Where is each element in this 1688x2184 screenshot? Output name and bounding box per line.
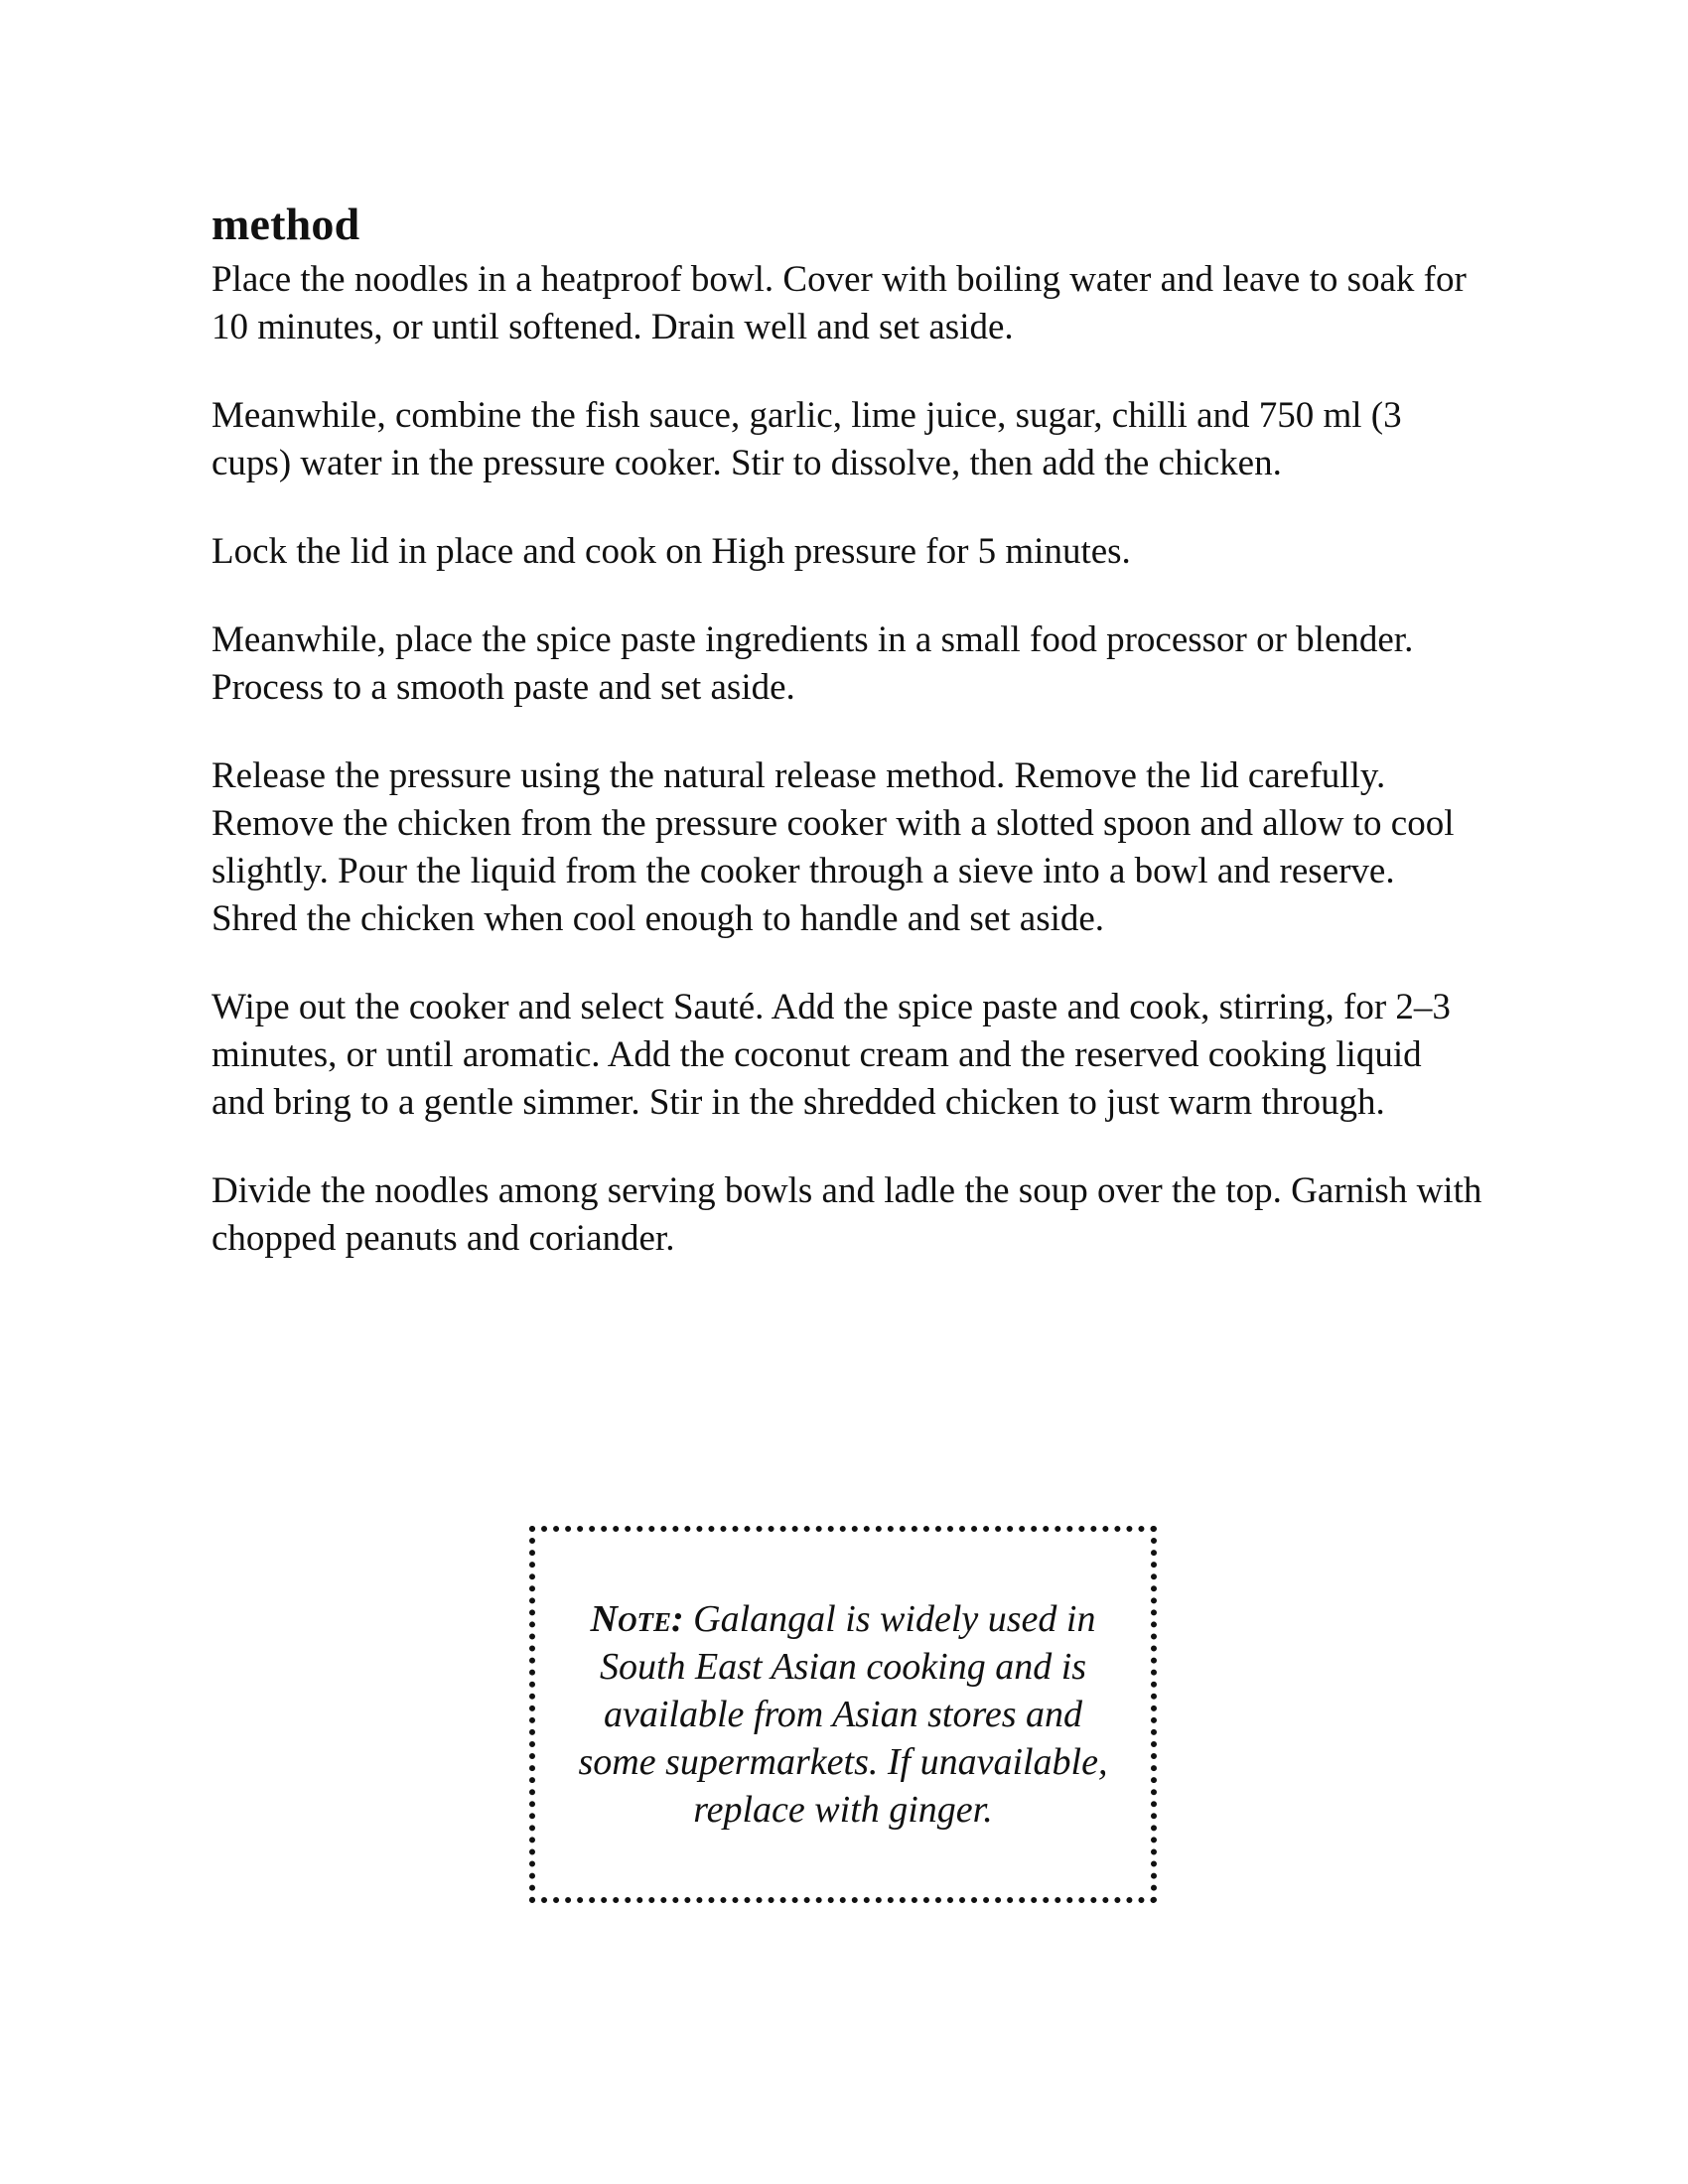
method-section <box>211 195 1482 1303</box>
method-step-3: Lock the lid in place and cook on High pressure for 5 minutes. <box>211 531 1131 572</box>
method-step-5: Release the pressure using the natural release method. Remove the lid carefully. Remove the chicken from the pressure cooker with a slotted spoon and allow to cool slightly. Pour the liquid from the cooker through a sieve into a bowl and reserve. Shred the chicken when cool enough to handle and set aside. <box>211 755 1455 939</box>
method-step-7: Divide the noodles among serving bowls and ladle the soup over the top. Garnish with chopped peanuts and coriander. <box>211 1170 1482 1259</box>
note-paragraph <box>575 1595 1111 1834</box>
note-label: Note: <box>590 1598 684 1640</box>
method-step-1: Place the noodles in a heatproof bowl. Cover with boiling water and leave to soak for 10 minutes, or until softened. Drain well and set aside. <box>211 259 1467 347</box>
note-text: Galangal is widely used in South East Asian cooking and is available from Asian stores and some supermarkets. If unavailable, replace with ginger. <box>578 1598 1108 1831</box>
method-step-6: Wipe out the cooker and select Sauté. Add the spice paste and cook, stirring, for 2–3 minutes, or until aromatic. Add the coconut cream and the reserved cooking liquid and bring to a gentle simmer. Stir in the shredded chicken to just warm through. <box>211 987 1451 1123</box>
method-step-2: Meanwhile, combine the fish sauce, garlic, lime juice, sugar, chilli and 750 ml (3 cups) water in the pressure cooker. Stir to dissolve, then add the chicken. <box>211 395 1402 483</box>
section-heading: method <box>211 199 360 249</box>
method-step-4: Meanwhile, place the spice paste ingredients in a small food processor or blender. Process to a smooth paste and set aside. <box>211 619 1414 708</box>
note-box <box>529 1526 1157 1903</box>
